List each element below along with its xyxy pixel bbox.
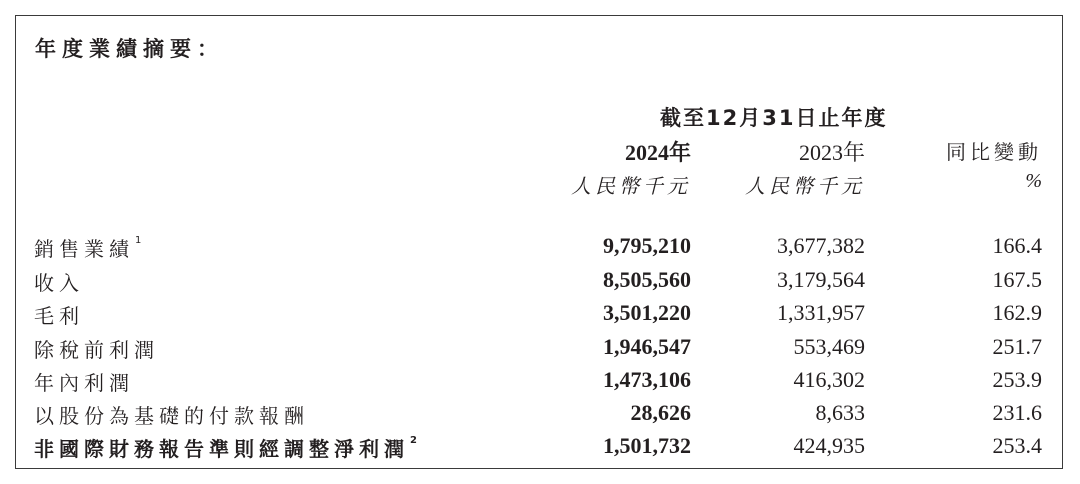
unit-change-header: % — [1025, 170, 1042, 192]
footnote-marker: 2 — [410, 435, 417, 446]
value-2024: 3,501,220 — [603, 300, 691, 325]
row-label: 以股份為基礎的付款報酬 — [34, 404, 309, 428]
value-change: 251.7 — [992, 334, 1042, 359]
value-2023: 1,331,957 — [777, 300, 865, 325]
value-2024: 1,501,732 — [603, 433, 691, 458]
table-row — [0, 433, 1080, 465]
table-row — [0, 233, 1080, 265]
value-2023: 424,935 — [793, 433, 865, 458]
value-2024: 28,626 — [630, 400, 691, 425]
section-title: 年度業績摘要： — [35, 37, 224, 61]
year-prior-header: 2023年 — [798, 140, 865, 165]
row-label: 收入 — [34, 271, 84, 295]
row-label: 年內利潤 — [34, 371, 134, 395]
table-row — [0, 267, 1080, 299]
table-row — [0, 400, 1080, 432]
table-row — [0, 334, 1080, 366]
value-2023: 8,633 — [815, 400, 865, 425]
value-change: 162.9 — [992, 300, 1042, 325]
change-header: 同比變動 — [946, 140, 1042, 164]
unit-current-header: 人民幣千元 — [571, 174, 691, 198]
value-change: 167.5 — [992, 267, 1042, 292]
row-label: 除稅前利潤 — [34, 338, 159, 362]
value-change: 253.9 — [992, 367, 1042, 392]
value-2024: 1,946,547 — [603, 334, 691, 359]
value-2024: 9,795,210 — [603, 233, 691, 258]
value-2024: 1,473,106 — [603, 367, 691, 392]
row-label: 毛利 — [34, 304, 84, 328]
value-2023: 553,469 — [793, 334, 865, 359]
unit-prior-header: 人民幣千元 — [745, 174, 865, 198]
value-2023: 3,179,564 — [777, 267, 865, 292]
value-change: 166.4 — [992, 233, 1042, 258]
value-2024: 8,505,560 — [603, 267, 691, 292]
footnote-marker: 1 — [135, 235, 142, 246]
year-current-header: 2024年 — [624, 140, 691, 165]
value-change: 253.4 — [992, 433, 1042, 458]
table-row — [0, 300, 1080, 332]
period-header: 截至12月31日止年度 — [660, 106, 888, 130]
value-2023: 3,677,382 — [777, 233, 865, 258]
row-label: 銷售業績$^1$ — [34, 235, 142, 261]
value-2023: 416,302 — [793, 367, 865, 392]
row-label: 非國際財務報告準則經調整淨利潤$^2$ — [34, 435, 417, 461]
table-row — [0, 367, 1080, 399]
value-change: 231.6 — [992, 400, 1042, 425]
